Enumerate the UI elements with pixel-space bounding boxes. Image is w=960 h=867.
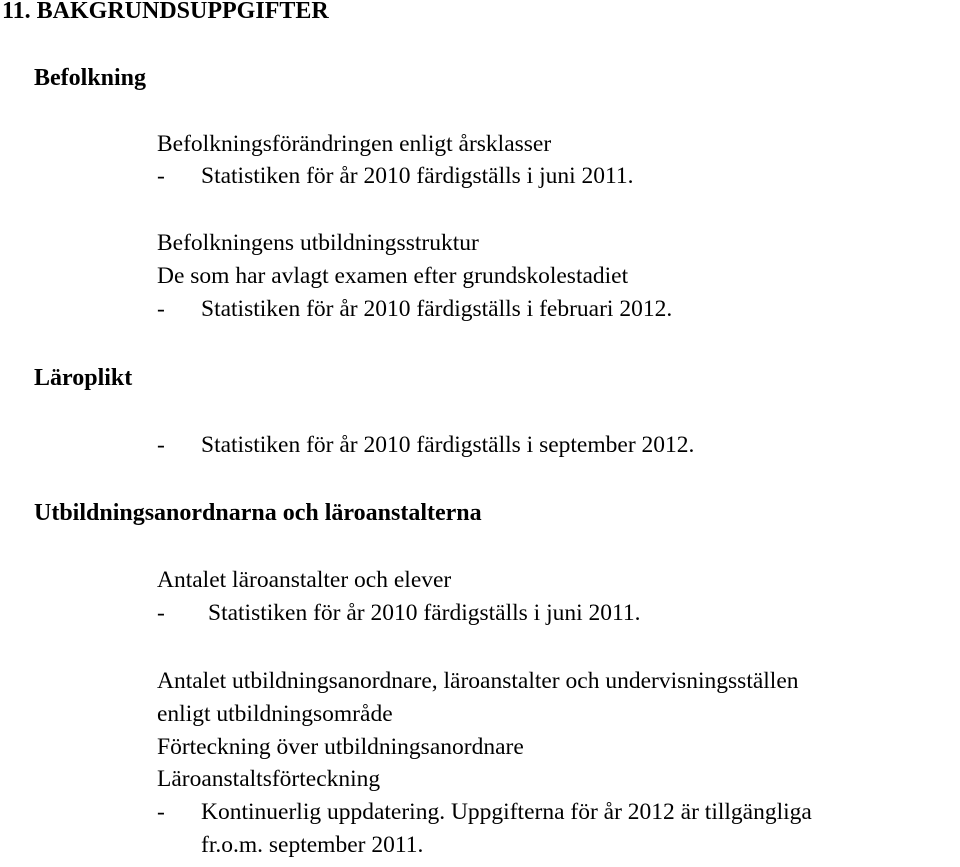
bullet-text-continuation: fr.o.m. september 2011. bbox=[201, 832, 424, 858]
utbildning-item2-bullet bbox=[157, 796, 812, 828]
bullet-text: Kontinuerlig uppdatering. Uppgifterna för år 2012 är tillgängliga bbox=[201, 799, 812, 825]
befolkning-item2-subtitle: De som har avlagt examen efter grundskolestadiet bbox=[157, 263, 629, 289]
utbildning-item2-line1: Antalet utbildningsanordnare, läroanstalter och undervisningsställen bbox=[157, 668, 799, 694]
bullet-marker: - bbox=[157, 432, 165, 458]
heading-utbildning: Utbildningsanordnarna och läroanstalterna bbox=[34, 500, 482, 526]
bullet-text: Statistiken för år 2010 färdigställs i juni 2011. bbox=[201, 163, 634, 189]
befolkning-item2-bullet bbox=[157, 293, 672, 325]
heading-laroplikt: Läroplikt bbox=[34, 365, 133, 391]
utbildning-item2-bullet-continuation bbox=[157, 829, 423, 861]
heading-befolkning: Befolkning bbox=[34, 65, 147, 91]
utbildning-item2-line2: enligt utbildningsområde bbox=[157, 701, 393, 727]
laroplikt-bullet bbox=[157, 429, 694, 461]
utbildning-item1-bullet bbox=[157, 597, 641, 629]
bullet-text: Statistiken för år 2010 färdigställs i juni 2011. bbox=[208, 600, 641, 626]
bullet-marker: - bbox=[157, 799, 165, 825]
befolkning-item1-title: Befolkningsförändringen enligt årsklasser bbox=[157, 131, 552, 157]
bullet-text: Statistiken för år 2010 färdigställs i februari 2012. bbox=[201, 296, 673, 322]
utbildning-item1-title: Antalet läroanstalter och elever bbox=[157, 567, 452, 593]
befolkning-item1-bullet bbox=[157, 160, 634, 192]
bullet-marker: - bbox=[157, 296, 165, 322]
utbildning-item2-line3: Förteckning över utbildningsanordnare bbox=[157, 734, 524, 760]
bullet-text: Statistiken för år 2010 färdigställs i september 2012. bbox=[201, 432, 695, 458]
section-title: 11. BAKGRUNDSUPPGIFTER bbox=[2, 0, 329, 24]
bullet-marker: - bbox=[157, 163, 165, 189]
befolkning-item2-title: Befolkningens utbildningsstruktur bbox=[157, 230, 479, 256]
utbildning-item2-line4: Läroanstaltsförteckning bbox=[157, 766, 381, 792]
bullet-marker: - bbox=[157, 600, 165, 626]
